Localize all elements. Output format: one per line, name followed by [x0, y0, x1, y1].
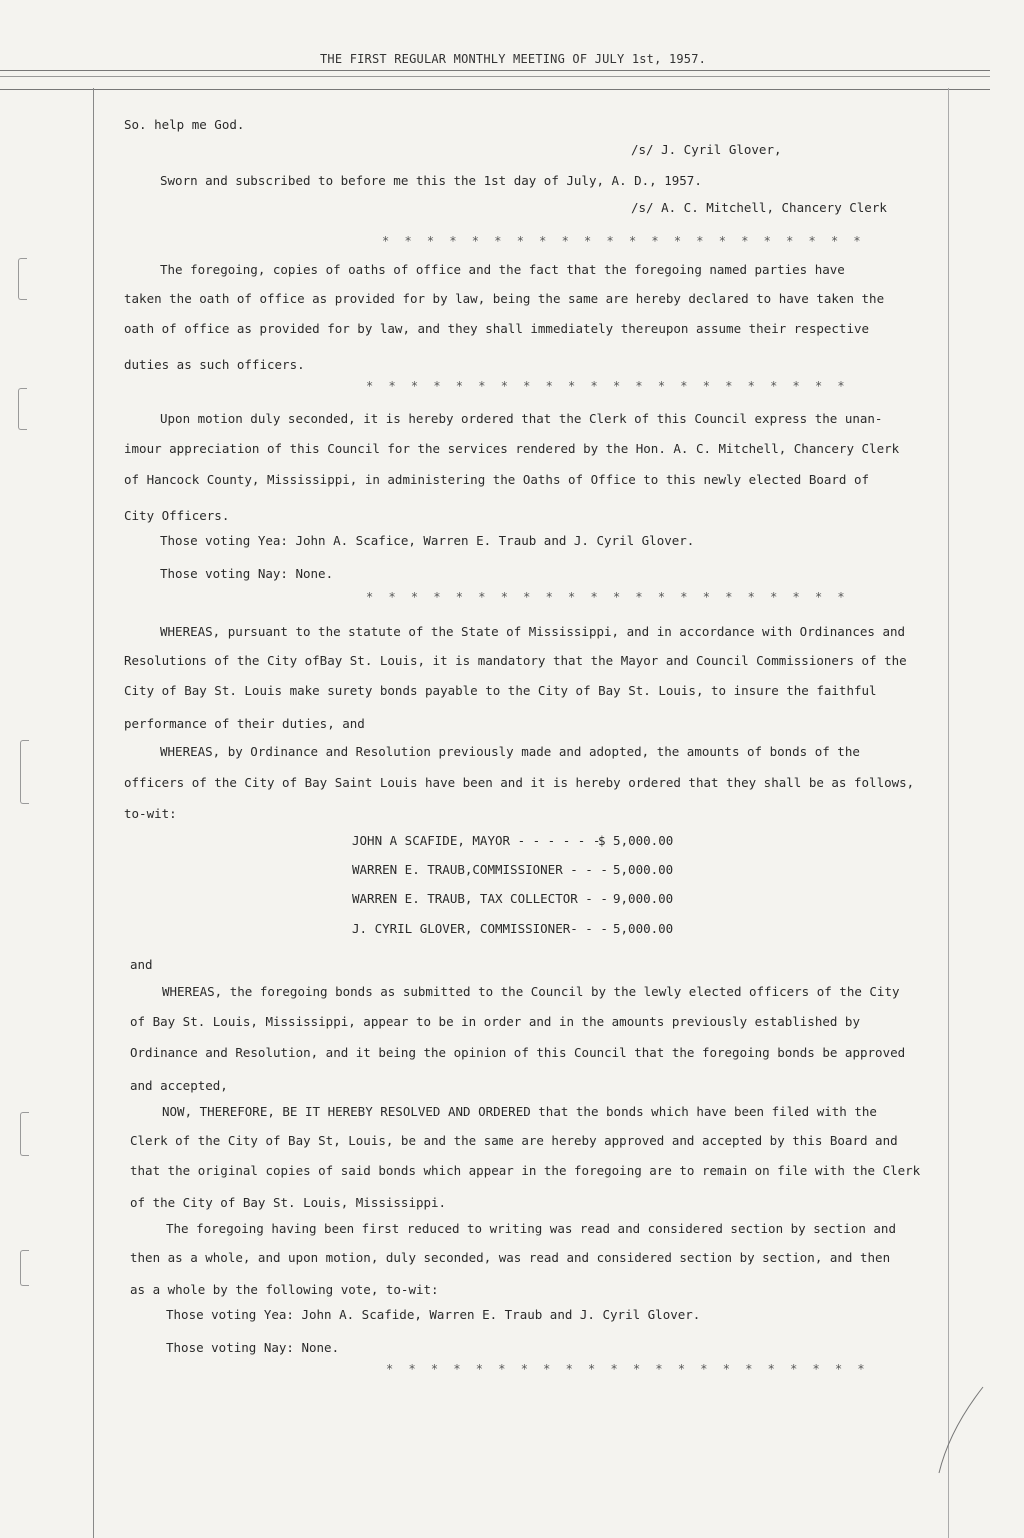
header-rule-bottom	[0, 89, 990, 90]
binding-mark	[20, 1112, 29, 1156]
text-line: then as a whole, and upon motion, duly seconded, was read and considered section by section, and then	[130, 1250, 891, 1265]
binding-mark	[20, 1250, 29, 1286]
page-corner-fold	[925, 1385, 985, 1475]
text-line: imour appreciation of this Council for the services rendered by the Hon. A. C. Mitchell, Chancery Clerk	[124, 441, 900, 456]
right-margin-line	[948, 88, 949, 1538]
text-line: City of Bay St. Louis make surety bonds payable to the City of Bay St. Louis, to insure the faithful	[124, 683, 877, 698]
bond-amount: 5,000.00	[613, 862, 674, 877]
text-line: that the original copies of said bonds which appear in the foregoing are to remain on file with the Clerk	[130, 1163, 921, 1178]
binding-mark	[20, 740, 29, 804]
text-line: Those voting Nay: None.	[160, 566, 334, 581]
text-line: as a whole by the following vote, to-wit:	[130, 1282, 439, 1297]
text-line: officers of the City of Bay Saint Louis have been and it is hereby ordered that they shall be as follows,	[124, 775, 915, 790]
signature-line: /s/ A. C. Mitchell, Chancery Clerk	[631, 200, 887, 215]
bond-officer: WARREN E. TRAUB,COMMISSIONER - - -	[352, 862, 608, 877]
text-line: Sworn and subscribed to before me this the 1st day of July, A. D., 1957.	[160, 173, 702, 188]
divider-stars: * * * * * * * * * * * * * * * * * * * * * *	[386, 1362, 869, 1376]
text-line: Those voting Nay: None.	[166, 1340, 340, 1355]
divider-stars: * * * * * * * * * * * * * * * * * * * * * *	[382, 234, 865, 248]
text-line: The foregoing having been first reduced to writing was read and considered section by section and	[166, 1221, 896, 1236]
binding-mark	[18, 388, 27, 430]
text-line: of Bay St. Louis, Mississippi, appear to be in order and in the amounts previously established by	[130, 1014, 860, 1029]
text-line: to-wit:	[124, 806, 177, 821]
page-header: THE FIRST REGULAR MONTHLY MEETING OF JULY 1st, 1957.	[320, 52, 707, 66]
text-line: and	[130, 957, 153, 972]
text-line: duties as such officers.	[124, 357, 305, 372]
text-line: Those voting Yea: John A. Scafide, Warren E. Traub and J. Cyril Glover.	[166, 1307, 701, 1322]
header-rule-middle	[0, 76, 990, 77]
bond-amount: 5,000.00	[613, 921, 674, 936]
text-line: of Hancock County, Mississippi, in administering the Oaths of Office to this newly elected Board of	[124, 472, 870, 487]
text-line: and accepted,	[130, 1078, 228, 1093]
bond-amount: 9,000.00	[613, 891, 674, 906]
text-line: So. help me God.	[124, 117, 245, 132]
text-line: The foregoing, copies of oaths of office and the fact that the foregoing named parties have	[160, 262, 845, 277]
bond-officer: J. CYRIL GLOVER, COMMISSIONER- - -	[352, 921, 608, 936]
text-line: City Officers.	[124, 508, 230, 523]
signature-line: /s/ J. Cyril Glover,	[631, 142, 782, 157]
text-line: oath of office as provided for by law, and they shall immediately thereupon assume their respective	[124, 321, 870, 336]
text-line: NOW, THEREFORE, BE IT HEREBY RESOLVED AND ORDERED that the bonds which have been filed with the	[162, 1104, 877, 1119]
text-line: performance of their duties, and	[124, 716, 365, 731]
text-line: WHEREAS, pursuant to the statute of the State of Mississippi, and in accordance with Ordinances and	[160, 624, 906, 639]
bond-officer: JOHN A SCAFIDE, MAYOR - - - - - -	[352, 833, 601, 848]
left-margin-line	[93, 88, 94, 1538]
text-line: Upon motion duly seconded, it is hereby ordered that the Clerk of this Council express the unan-	[160, 411, 883, 426]
text-line: WHEREAS, by Ordinance and Resolution previously made and adopted, the amounts of bonds of the	[160, 744, 860, 759]
divider-stars: * * * * * * * * * * * * * * * * * * * * * *	[366, 379, 849, 393]
text-line: of the City of Bay St. Louis, Mississippi.	[130, 1195, 447, 1210]
text-line: taken the oath of office as provided for by law, being the same are hereby declared to have taken the	[124, 291, 885, 306]
text-line: Those voting Yea: John A. Scafice, Warren E. Traub and J. Cyril Glover.	[160, 533, 695, 548]
binding-mark	[18, 258, 27, 300]
text-line: Clerk of the City of Bay St, Louis, be and the same are hereby approved and accepted by this Board and	[130, 1133, 898, 1148]
text-line: Ordinance and Resolution, and it being the opinion of this Council that the foregoing bonds be approved	[130, 1045, 906, 1060]
header-rule-top	[0, 70, 990, 71]
text-line: Resolutions of the City ofBay St. Louis, it is mandatory that the Mayor and Council Commissioners of the	[124, 653, 907, 668]
bond-officer: WARREN E. TRAUB, TAX COLLECTOR - -	[352, 891, 608, 906]
divider-stars: * * * * * * * * * * * * * * * * * * * * * *	[366, 590, 849, 604]
bond-amount: $ 5,000.00	[598, 833, 674, 848]
text-line: WHEREAS, the foregoing bonds as submitted to the Council by the lewly elected officers of the City	[162, 984, 900, 999]
